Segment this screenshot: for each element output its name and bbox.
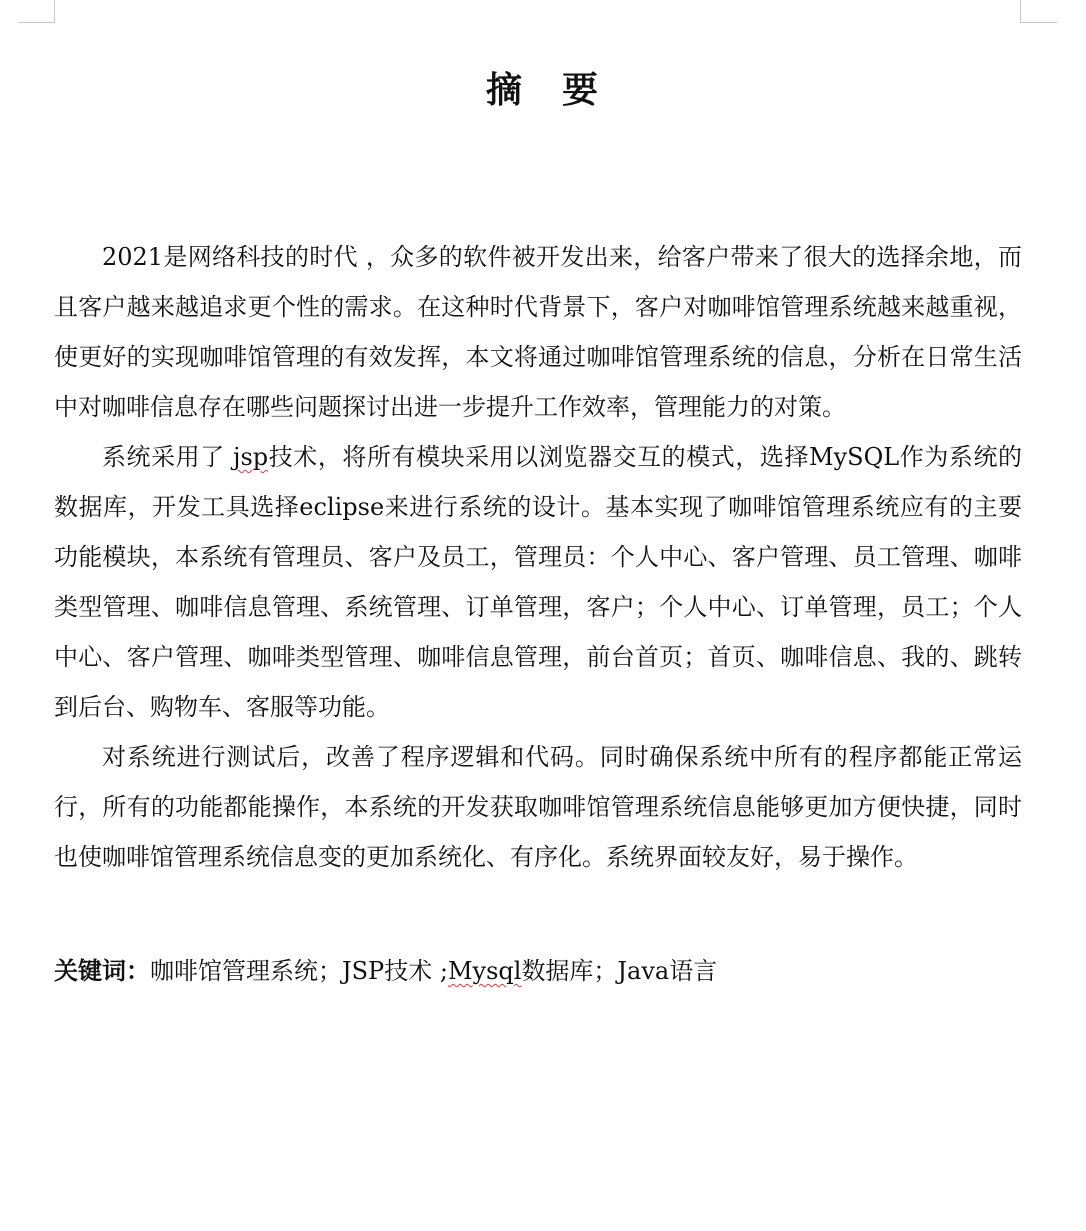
spellcheck-marked-word: jsp <box>233 443 269 471</box>
paragraph-2-rest: 技术，将所有模块采用以浏览器交互的模式，选择MySQL作为系统的数据库，开发工具选择eclipse来进行系统的设计。基本实现了咖啡馆管理系统应有的主要功能模块，本系统有管理员、客户及员工，管理员：个人中心、客户管理、员工管理、咖啡类型管理、咖啡信息管理、系统管理、订单管理，客户；个人中心、订单管理，员工；个人中心、客户管理、咖啡类型管理、咖啡信息管理，前台首页；首页、咖啡信息、我的、跳转到后台、购物车、客服等功能。 <box>54 443 1023 721</box>
keywords-rest: 数据库；Java语言 <box>521 957 718 985</box>
title-char-2: 要 <box>562 70 601 111</box>
title-char-1: 摘 <box>485 70 524 111</box>
page-title <box>0 62 1086 113</box>
spellcheck-marked-keyword: Mysql <box>447 957 522 985</box>
abstract-paragraph-1: 2021是网络科技的时代 ，众多的软件被开发出来，给客户带来了很大的选择余地，而且客户越来越追求更个性的需求。在这种时代背景下，客户对咖啡馆管理系统越来越重视，使更好的实现咖啡馆管理的有效发挥，本文将通过咖啡馆管理系统的信息，分析在日常生活中对咖啡信息存在哪些问题探讨出进一步提升工作效率，管理能力的对策。 <box>54 243 1022 421</box>
keywords-start: 咖啡馆管理系统；JSP技术 ; <box>150 957 448 985</box>
keywords-line <box>54 946 1022 996</box>
crop-mark-top-right <box>1020 0 1057 23</box>
abstract-body <box>54 232 1022 882</box>
crop-mark-top-left <box>18 0 55 23</box>
abstract-paragraph-2 <box>54 432 1022 732</box>
paragraph-2-start: 系统采用了 <box>102 443 225 471</box>
abstract-paragraph-3: 对系统进行测试后，改善了程序逻辑和代码。同时确保系统中所有的程序都能正常运行，所有的功能都能操作，本系统的开发获取咖啡馆管理系统信息能够更加方便快捷，同时也使咖啡馆管理系统信息变的更加系统化、有序化。系统界面较友好，易于操作。 <box>54 743 1022 871</box>
keywords-label: 关键词： <box>54 957 150 985</box>
